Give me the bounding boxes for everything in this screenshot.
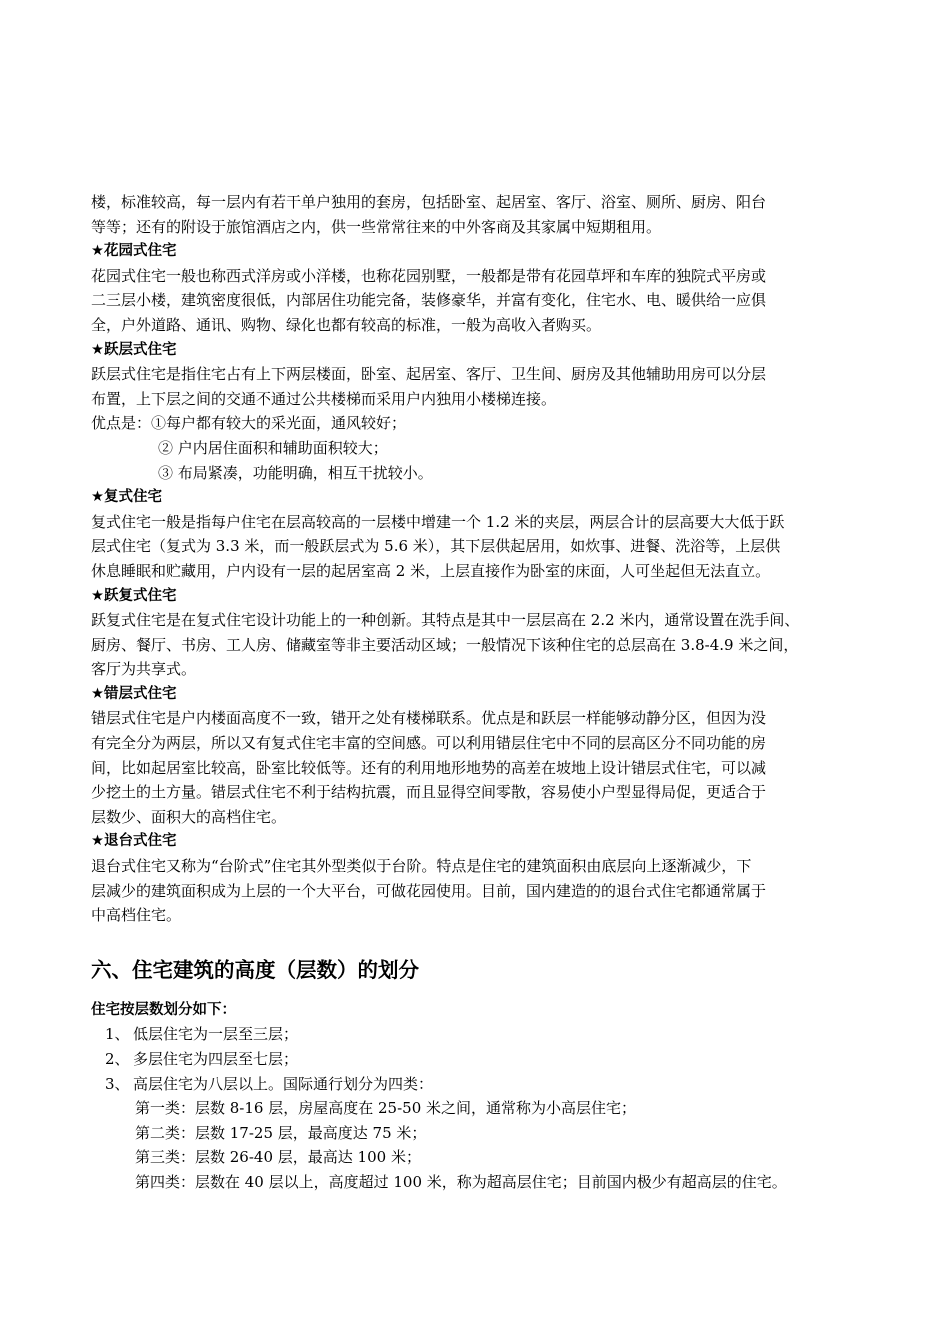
- paragraph-line: 中高档住宅。: [91, 906, 182, 925]
- paragraph-line: 错层式住宅是户内楼面高度不一致，错开之处有楼梯联系。优点是和跃层一样能够动静分区，但因为没: [91, 709, 767, 728]
- paragraph-line: 退台式住宅又称为“台阶式”住宅其外型类似于台阶。特点是住宅的建筑面积由底层向上逐渐减少，下: [91, 857, 752, 876]
- paragraph-line: 厨房、餐厅、书房、工人房、储藏室等非主要活动区域；一般情况下该种住宅的总层高在 3.8-4.9 米之间，: [91, 635, 799, 654]
- terrace-house-title: ★退台式住宅: [91, 833, 177, 850]
- duplex-house-title: ★跃层式住宅: [91, 341, 177, 358]
- garden-house-title: ★花园式住宅: [91, 243, 177, 260]
- list-text: 高层住宅为八层以上。国际通行划分为四类：: [133, 1074, 434, 1093]
- paragraph-line: 跃复式住宅是在复式住宅设计功能上的一种创新。其特点是其中一层层高在 2.2 米内，通常设置在洗手间、: [91, 611, 800, 630]
- paragraph-line: 花园式住宅一般也称西式洋房或小洋楼，也称花园别墅，一般都是带有花园草坪和车库的独院式平房或: [91, 266, 767, 285]
- document-page: [91, 190, 871, 1195]
- advantage-line: 优点是：①每户都有较大的采光面，通风较好；: [91, 414, 407, 433]
- paragraph-line: 等等；还有的附设于旅馆酒店之内，供一些常常往来的中外客商及其家属中短期租用。: [91, 217, 662, 236]
- list-text: 低层住宅为一层至三层；: [133, 1025, 299, 1044]
- list-item: [91, 1022, 871, 1047]
- section-lead: 住宅按层数划分如下：: [91, 1001, 236, 1018]
- paragraph-line: 间，比如起居室比较高，卧室比较低等。还有的利用地形地势的高差在坡地上设计错层式住宅，可以减: [91, 758, 767, 777]
- paragraph-line: 层减少的建筑面积成为上层的一个大平台，可做花园使用。目前，国内建造的的退台式住宅都通常属于: [91, 881, 767, 900]
- paragraph-line: 休息睡眠和贮藏用，户内设有一层的起居室高 2 米，上层直接作为卧室的床面，人可坐起但无法直立。: [91, 561, 771, 580]
- list-number: 2、: [105, 1050, 130, 1068]
- class-line: 第一类：层数 8-16 层，房屋高度在 25-50 米之间，通常称为小高层住宅；: [135, 1099, 637, 1118]
- paragraph-line: 二三层小楼，建筑密度很低，内部居住功能完备，装修豪华，并富有变化，住宅水、电、暖供给一应俱: [91, 291, 767, 310]
- list-item: [91, 1047, 871, 1072]
- list-item: [91, 1072, 871, 1097]
- paragraph-line: 全，户外道路、通讯、购物、绿化也都有较高的标准，一般为高收入者购买。: [91, 315, 602, 334]
- paragraph-line: 楼，标准较高，每一层内有若干单户独用的套房，包括卧室、起居室、客厅、浴室、厕所、厨房、阳台: [91, 193, 767, 211]
- paragraph-line: 客厅为共享式。: [91, 660, 197, 679]
- paragraph-line: 层数少、面积大的高档住宅。: [91, 807, 287, 826]
- paragraph-line: 布置，上下层之间的交通不通过公共楼梯而采用户内独用小楼梯连接。: [91, 389, 557, 408]
- paragraph-line: 层式住宅（复式为 3.3 米，而一般跃层式为 5.6 米），其下层供起居用，如炊事、进餐、洗浴等，上层供: [91, 537, 781, 556]
- class-line: 第四类：层数在 40 层以上，高度超过 100 米，称为超高层住宅；目前国内极少有超高层的住宅。: [135, 1172, 787, 1191]
- class-line: 第二类：层数 17-25 层，最高度达 75 米；: [135, 1123, 427, 1142]
- paragraph-line: 复式住宅一般是指每户住宅在层高较高的一层楼中增建一个 1.2 米的夹层，两层合计的层高要大大低于跃: [91, 512, 785, 531]
- list-number: 3、: [105, 1074, 130, 1093]
- list-number: 1、: [105, 1025, 130, 1044]
- loft-house-title: ★复式住宅: [91, 489, 162, 506]
- advantage-line: ③ 布局紧凑，功能明确，相互干扰较小。: [158, 463, 433, 482]
- list-text: 多层住宅为四层至七层；: [133, 1050, 299, 1068]
- paragraph-line: 跃层式住宅是指住宅占有上下两层楼面，卧室、起居室、客厅、卫生间、厨房及其他辅助用房可以分层: [91, 365, 767, 384]
- section-heading: 六、住宅建筑的高度（层数）的划分: [91, 957, 419, 982]
- class-line: 第三类：层数 26-40 层，最高达 100 米；: [135, 1148, 421, 1167]
- advantage-line: ② 户内居住面积和辅助面积较大；: [158, 438, 388, 457]
- paragraph-line: 少挖土的土方量。错层式住宅不利于结构抗震，而且显得空间零散，容易使小户型显得局促，更适合于: [91, 783, 767, 802]
- duplex-loft-title: ★跃复式住宅: [91, 587, 177, 604]
- split-level-title: ★错层式住宅: [91, 685, 177, 702]
- paragraph-line: 有完全分为两层，所以又有复式住宅丰富的空间感。可以利用错层住宅中不同的层高区分不同功能的房: [91, 734, 767, 753]
